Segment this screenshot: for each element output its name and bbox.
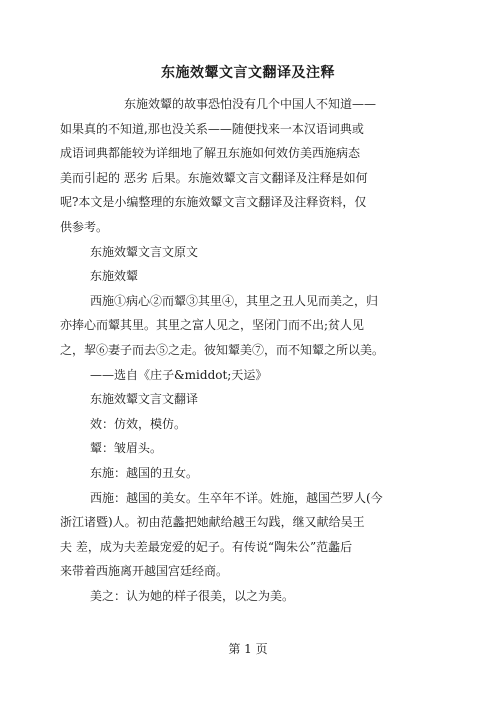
- text-line: 呢?本文是小编整理的东施效颦文言文翻译及注释资料，仅: [60, 195, 367, 210]
- text-line: 东施效颦文言文翻译: [90, 392, 199, 407]
- text-line: 夫 差，成为夫差最宠爱的妃子。有传说“陶朱公”范蠡后: [60, 539, 353, 554]
- text-line: 西施：越国的美女。生卒年不详。姓施，越国苎罗人(今: [90, 490, 383, 505]
- text-line: 东施效颦的故事恐怕没有几个中国人不知道——: [124, 97, 377, 111]
- page-title: 东施效颦文言文翻译及注释: [161, 65, 335, 81]
- text-line: 亦捧心而颦其里。其里之富人见之，坚闭门而不出;贫人见: [60, 318, 365, 333]
- text-line: 美之：认为她的样子很美，以之为美。: [90, 588, 295, 603]
- document-body: [60, 92, 440, 608]
- text-line: 东施：越国的丑女。: [90, 465, 199, 480]
- text-line: 来带着西施离开越国宫廷经商。: [60, 564, 229, 579]
- text-line: 浙江诸暨)人。初由范蠡把她献给越王勾践，继又献给吴王: [60, 515, 365, 530]
- text-line: ——选自《庄子&middot;天运》: [90, 367, 268, 382]
- text-line: 成语词典都能较为详细地了解丑东施如何效仿美西施病态: [60, 146, 361, 161]
- text-line: 如果真的不知道,那也没关系——随便找来一本汉语词典或: [60, 121, 364, 136]
- text-line: 美而引起的 恶劣 后果。东施效颦文言文翻译及注释是如何: [60, 170, 368, 185]
- text-line: 之，挈⑥妻子而去⑤之走。彼知颦美⑦，而不知颦之所以美。: [60, 342, 385, 357]
- text-line: 东施效颦: [90, 269, 139, 284]
- text-line: 东施效颦文言文原文: [90, 244, 199, 259]
- text-line: 效：仿效，模仿。: [90, 416, 187, 431]
- text-line: 供参考。: [60, 219, 109, 234]
- text-line: 西施①病心②而颦③其里④，其里之丑人见而美之，归: [90, 293, 379, 308]
- text-line: 颦：皱眉头。: [90, 441, 163, 456]
- page-number: 第 1 页: [228, 642, 268, 656]
